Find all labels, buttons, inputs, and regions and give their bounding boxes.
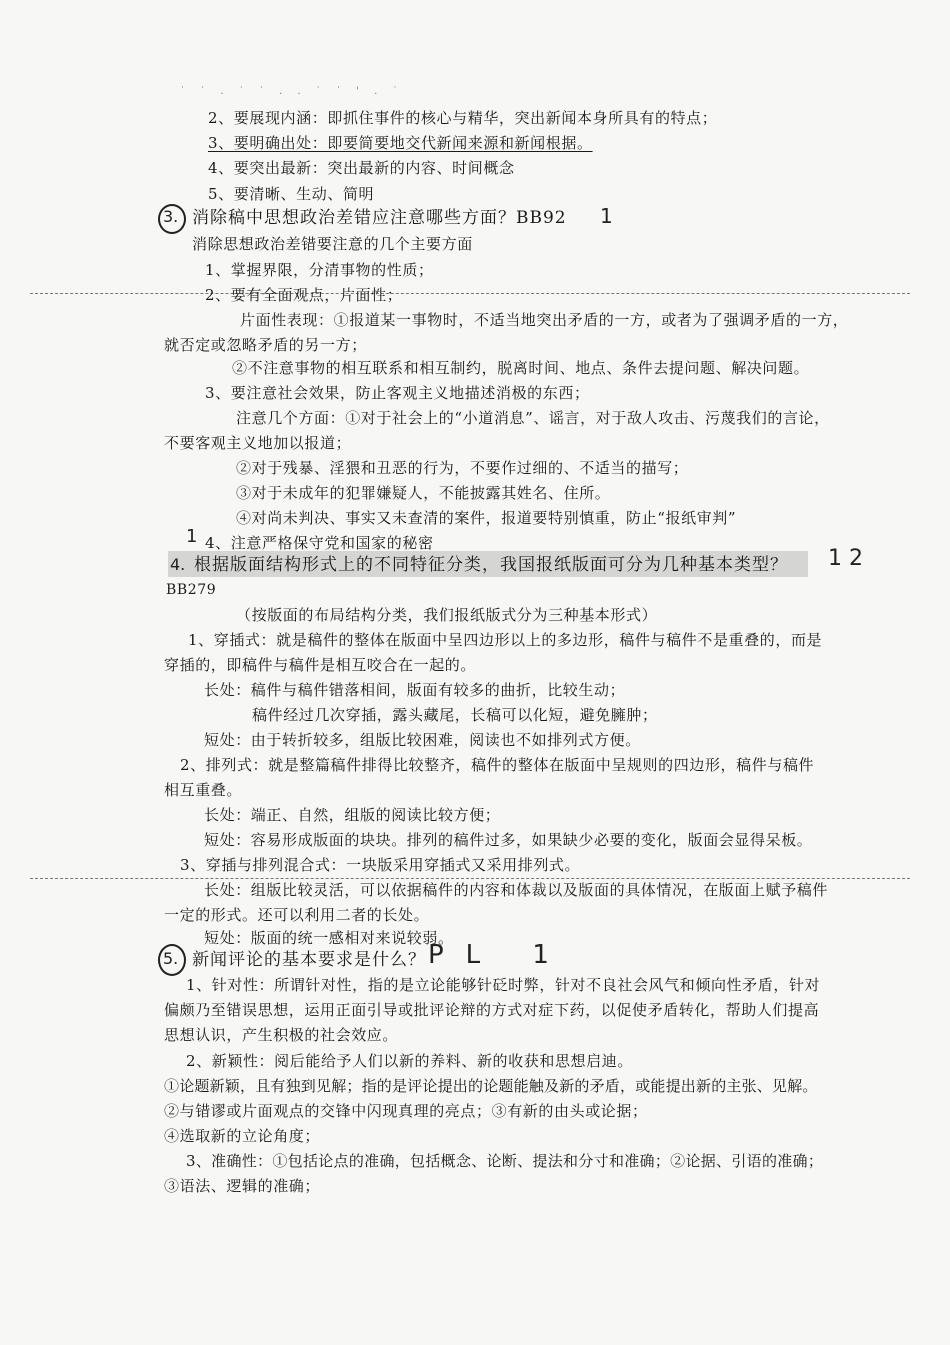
text-line: 不要客观主义地加以报道； bbox=[164, 434, 352, 452]
text-line: 2、要有全面观点，片面性； bbox=[205, 286, 403, 304]
text-line: ②不注意事物的相互联系和相互制约，脱离时间、地点、条件去提问题、解决问题。 bbox=[232, 359, 810, 377]
question-heading: 消除稿中思想政治差错应注意哪些方面？BB92 bbox=[192, 208, 567, 228]
text-line: 1、穿插式：就是稿件的整体在版面中呈四边形以上的多边形，稿件与稿件不是重叠的，而是 bbox=[188, 631, 823, 649]
text-line: 4、要突出最新：突出最新的内容、时间概念 bbox=[208, 159, 515, 177]
text-line: 5、要清晰、生动、简明 bbox=[208, 185, 375, 203]
text-line: 3、要明确出处：即要简要地交代新闻来源和新闻根据。 bbox=[208, 134, 593, 152]
text-line: 注意几个方面：①对于社会上的“小道消息”、谣言，对于敌人攻击、污蔑我们的言论， bbox=[236, 409, 830, 427]
text-line: 3、要注意社会效果，防止客观主义地描述消极的东西； bbox=[205, 384, 590, 402]
question-number: 5. bbox=[163, 949, 179, 968]
text-line: 4、注意严格保守党和国家的秘密 bbox=[205, 534, 434, 552]
text-line: 3、穿插与排列混合式：一块版采用穿插式又采用排列式。 bbox=[180, 856, 581, 874]
text-line: ②与错谬或片面观点的交锋中闪现真理的亮点；③有新的由头或论据； bbox=[164, 1102, 648, 1120]
handwritten-note: PL 1 bbox=[428, 940, 571, 970]
text-line: ①论题新颖，且有独到见解；指的是评论提出的论题能触及新的矛盾，或能提出新的主张、见解。 bbox=[164, 1077, 818, 1095]
text-line: 短处：版面的统一感相对来说较弱。 bbox=[204, 929, 454, 947]
text-line: 长处：稿件与稿件错落相间，版面有较多的曲折，比较生动； bbox=[204, 681, 626, 699]
text-line: 稿件经过几次穿插，露头藏尾，长稿可以化短，避免臃肿； bbox=[252, 706, 658, 724]
text-line: ④选取新的立论角度； bbox=[164, 1127, 321, 1145]
text-line: 短处：容易形成版面的块块。排列的稿件过多，如果缺少必要的变化，版面会显得呆板。 bbox=[204, 831, 813, 849]
question-number: 3. bbox=[163, 207, 179, 226]
text-line: ②对于残暴、淫猥和丑恶的行为，不要作过细的、不适当的描写； bbox=[236, 459, 689, 477]
question-heading: 根据版面结构形式上的不同特征分类，我国报纸版面可分为几种基本类型？ bbox=[194, 555, 788, 575]
handwritten-side-mark: 1 bbox=[186, 526, 198, 547]
handwritten-tick: 1 bbox=[600, 204, 613, 228]
text-line: 2、排列式：就是整篇稿件排得比较整齐，稿件的整体在版面中呈规则的四边形，稿件与稿件 bbox=[180, 756, 815, 774]
fold-line-bottom bbox=[30, 878, 910, 879]
text-line: 1、针对性：所谓针对性，指的是立论能够针砭时弊，针对不良社会风气和倾向性矛盾，针对 bbox=[186, 976, 821, 994]
text-line: 长处：组版比较灵活，可以依据稿件的内容和体裁以及版面的具体情况，在版面上赋予稿件 bbox=[204, 881, 829, 899]
text-line: 思想认识，产生积极的社会效应。 bbox=[164, 1026, 399, 1044]
text-line: 短处：由于转折较多，组版比较困难，阅读也不如排列式方便。 bbox=[204, 731, 641, 749]
text-line: 穿插的，即稿件与稿件是相互咬合在一起的。 bbox=[164, 656, 477, 674]
handwritten-tick: 1 2 bbox=[828, 546, 863, 571]
text-line: 3、准确性：①包括论点的准确，包括概念、论断、提法和分寸和准确；②论据、引语的准确； bbox=[186, 1152, 824, 1170]
text-line: 就否定或忽略矛盾的另一方； bbox=[164, 336, 367, 354]
text-line: ④对尚未判决、事实又未查清的案件，报道要特别慎重，防止“报纸审判” bbox=[236, 509, 737, 527]
text-line: 一定的形式。还可以利用二者的长处。 bbox=[164, 906, 430, 924]
scan-specks: ˙ ˙ . ˙ ˙ . . ˙ ˙ ' . ˙ bbox=[180, 86, 404, 97]
text-line: ③对于未成年的犯罪嫌疑人，不能披露其姓名、住所。 bbox=[236, 484, 611, 502]
text-line: ③语法、逻辑的准确； bbox=[164, 1177, 321, 1195]
text-line: 偏颇乃至错误思想，运用正面引导或批评论辩的方式对症下药，以促使矛盾转化，帮助人们提高 bbox=[164, 1001, 820, 1019]
text-line: 1、掌握界限，分清事物的性质； bbox=[205, 261, 434, 279]
question-heading: 新闻评论的基本要求是什么？ bbox=[192, 950, 426, 970]
question-number: 4. bbox=[170, 555, 186, 574]
text-line: 2、要展现内涵：即抓住事件的核心与精华，突出新闻本身所具有的特点； bbox=[208, 109, 718, 127]
text-line: 2、新颖性：阅后能给予人们以新的养料、新的收获和思想启迪。 bbox=[186, 1052, 633, 1070]
fold-line-top bbox=[30, 293, 910, 294]
text-line: 长处：端正、自然，组版的阅读比较方便； bbox=[204, 806, 501, 824]
question-code: BB279 bbox=[166, 582, 217, 598]
text-line: 相互重叠。 bbox=[164, 781, 243, 799]
text-line: 消除思想政治差错要注意的几个主要方面 bbox=[192, 235, 473, 253]
text-line: 片面性表现：①报道某一事物时，不适当地突出矛盾的一方，或者为了强调矛盾的一方， bbox=[240, 311, 849, 329]
text-line: （按版面的布局结构分类，我们报纸版式分为三种基本形式） bbox=[236, 606, 658, 624]
